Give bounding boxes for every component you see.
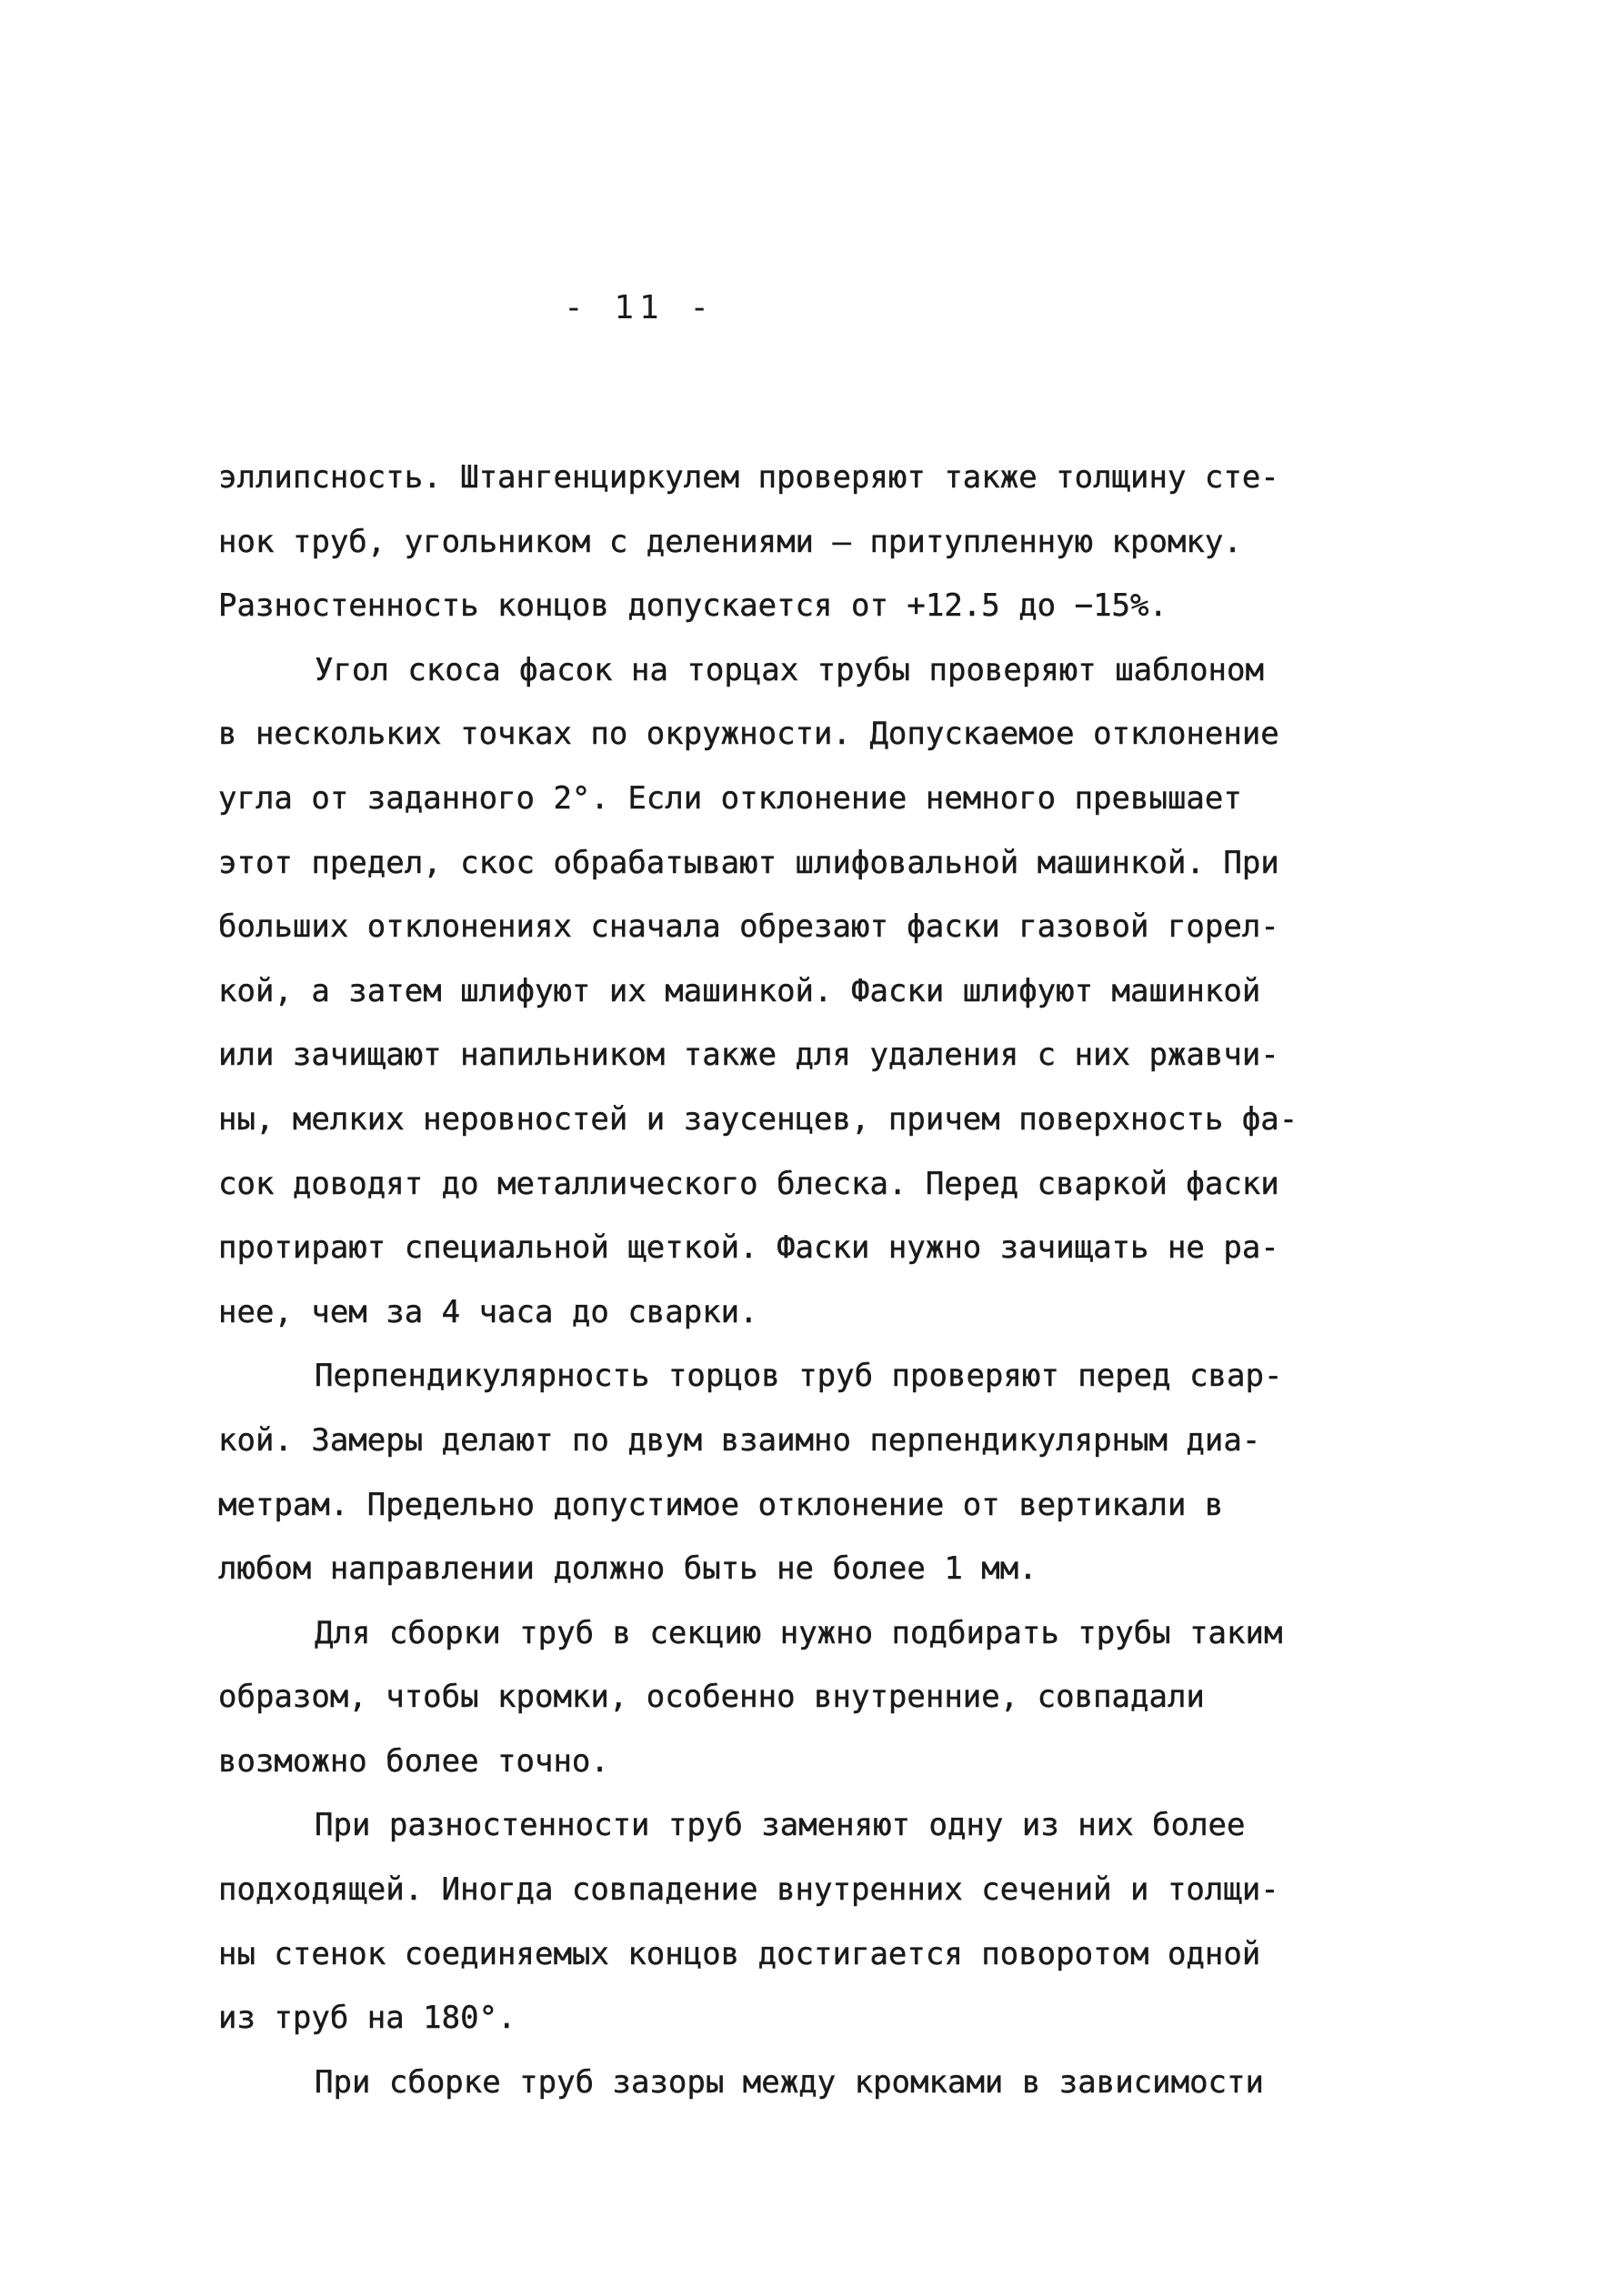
text-line: этот предел, скос обрабатывают шлифовальной машинкой. При	[218, 844, 1279, 881]
text-line: кой. Замеры делают по двум взаимно перпендикулярным диа-	[218, 1421, 1261, 1459]
text-line: больших отклонениях сначала обрезают фаски газовой горел-	[218, 908, 1279, 946]
text-line: возможно более точно.	[218, 1742, 609, 1780]
text-line: из труб на 180°.	[218, 2000, 516, 2037]
text-line: сок доводят до металлического блеска. Перед сваркой фаски	[218, 1165, 1279, 1202]
paragraph-start-line: Перпендикулярность торцов труб проверяют перед свар-	[315, 1358, 1283, 1395]
body-text	[218, 446, 1437, 2114]
text-line: любом направлении должно быть не более 1 мм.	[218, 1550, 1038, 1588]
text-line: нок труб, угольником с делениями – притупленную кромку.	[218, 523, 1242, 560]
text-line: угла от заданного 2°. Если отклонение немного превышает	[218, 779, 1242, 817]
text-line: образом, чтобы кромки, особенно внутренние, совпадали	[218, 1679, 1205, 1716]
page-number: - 11 -	[564, 289, 716, 326]
text-line: эллипсность. Штангенциркулем проверяют также толщину сте-	[218, 459, 1279, 496]
text-line: нее, чем за 4 часа до сварки.	[218, 1293, 758, 1330]
text-line: ны, мелких неровностей и заусенцев, причем поверхность фа-	[218, 1100, 1298, 1138]
text-line: в нескольких точках по окружности. Допускаемое отклонение	[218, 716, 1279, 753]
text-line: метрам. Предельно допустимое отклонение от вертикали в	[218, 1486, 1224, 1523]
text-line: подходящей. Иногда совпадение внутренних сечений и толщи-	[218, 1871, 1279, 1909]
paragraph-start-line: При разностенности труб заменяют одну из них более	[315, 1807, 1246, 1844]
text-line: Разностенность концов допускается от +12.5 до −15%.	[218, 587, 1168, 625]
paragraph-start-line: Угол скоса фасок на торцах трубы проверяют шаблоном	[315, 651, 1264, 688]
paragraph-start-line: Для сборки труб в секцию нужно подбирать трубы таким	[315, 1614, 1283, 1651]
text-line: протирают специальной щеткой. Фаски нужно зачищать не ра-	[218, 1229, 1279, 1267]
paragraph-start-line: При сборке труб зазоры между кромками в зависимости	[315, 2063, 1264, 2101]
text-line: или зачищают напильником также для удаления с них ржавчи-	[218, 1037, 1279, 1074]
text-line: ны стенок соединяемых концов достигается поворотом одной	[218, 1935, 1261, 1972]
text-line: кой, а затем шлифуют их машинкой. Фаски шлифуют машинкой	[218, 972, 1261, 1009]
